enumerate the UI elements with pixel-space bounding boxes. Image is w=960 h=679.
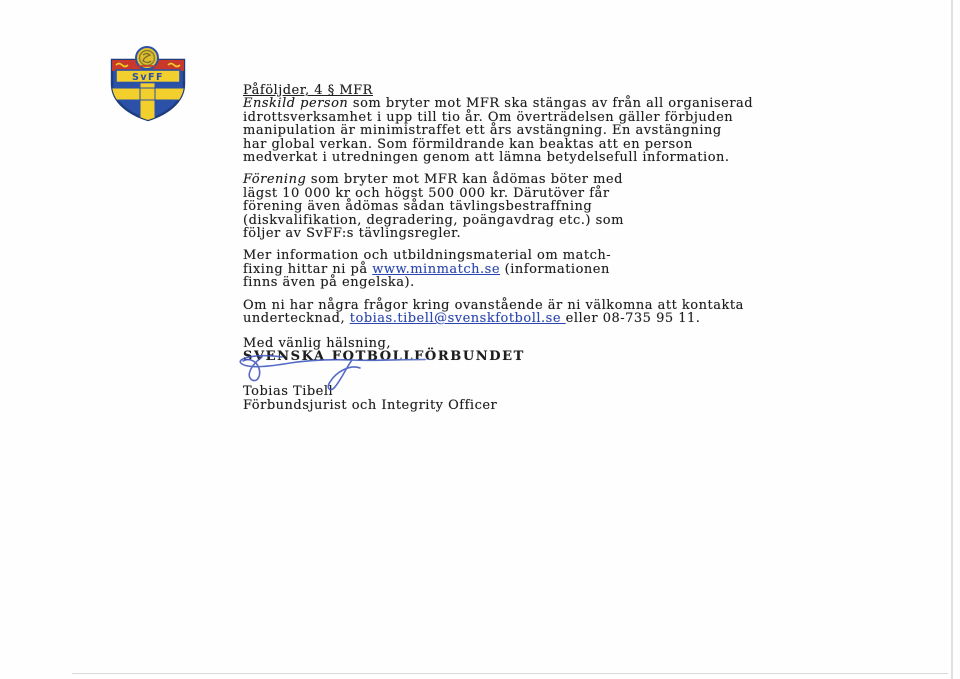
text-line bbox=[243, 173, 843, 186]
crest-org-abbr: SvFF bbox=[131, 72, 165, 83]
text-run: förening även ådömas sådan tävlingsbestraffning bbox=[243, 199, 593, 215]
scan-artifact-bottom-line bbox=[72, 673, 948, 674]
text-line bbox=[243, 227, 843, 240]
text-run: idrottsverksamhet i upp till tio år. Om överträdelsen gäller förbjuden bbox=[243, 109, 734, 125]
text-line bbox=[243, 312, 843, 325]
text-run: Mer information och utbildningsmaterial om match- bbox=[243, 248, 612, 264]
text-line bbox=[243, 151, 843, 164]
crest-emblem-ball bbox=[136, 47, 158, 69]
text-line bbox=[243, 97, 843, 110]
text-line bbox=[243, 214, 843, 227]
text-line bbox=[243, 276, 843, 289]
text-run: Enskild person bbox=[243, 96, 349, 112]
paragraph-club-penalties bbox=[243, 173, 843, 240]
text-line bbox=[243, 299, 843, 312]
text-run: (diskvalifikation, degradering, poängavdrag etc.) som bbox=[243, 212, 624, 228]
text-run: finns även på engelska). bbox=[243, 275, 415, 291]
closing-block bbox=[243, 337, 843, 364]
paragraph-contact bbox=[243, 299, 843, 326]
email-link[interactable]: tobias.tibell@svenskfotboll.se bbox=[349, 311, 566, 327]
text-run: Förening bbox=[243, 172, 307, 188]
svff-crest-logo bbox=[106, 46, 190, 124]
text-line bbox=[243, 124, 843, 137]
text-run: som bryter mot MFR ska stängas av från all organiserad bbox=[348, 96, 754, 112]
scan-artifact-right-edge bbox=[951, 0, 953, 679]
text-run: som bryter mot MFR kan ådömas böter med bbox=[306, 172, 623, 188]
closing-salutation: Med vänlig hälsning, bbox=[243, 335, 392, 351]
letter-body bbox=[243, 84, 843, 412]
minmatch-link[interactable]: www.minmatch.se bbox=[372, 261, 501, 277]
text-line bbox=[243, 200, 843, 213]
text-line bbox=[243, 138, 843, 151]
signatory-name: Tobias Tibell bbox=[243, 384, 334, 400]
signatory-title: Förbundsjurist och Integrity Officer bbox=[243, 397, 498, 413]
text-run: följer av SvFF:s tävlingsregler. bbox=[243, 226, 462, 242]
text-run: Om ni har några frågor kring ovanstående är ni välkomna att kontakta bbox=[243, 297, 744, 313]
text-run: eller 08-735 95 11. bbox=[565, 311, 701, 327]
text-run: har global verkan. Som förmildrande kan beaktas att en person bbox=[243, 136, 693, 152]
crest-banner bbox=[116, 70, 180, 83]
paragraph-more-information bbox=[243, 249, 843, 289]
letter-heading: Påföljder, 4 § MFR bbox=[243, 83, 373, 98]
text-line bbox=[243, 249, 843, 262]
text-run: medverkat i utredningen genom att lämna betydelsefull information. bbox=[243, 150, 730, 166]
text-run: fixing hittar ni på bbox=[243, 261, 373, 277]
organization-name: SVENSKA FOTBOLLFÖRBUNDET bbox=[243, 348, 525, 364]
text-run: manipulation är minimistraffet ett års avstängning. En avstängning bbox=[243, 123, 722, 139]
paragraph-individual-penalties bbox=[243, 97, 843, 164]
text-run: (informationen bbox=[500, 261, 610, 277]
text-run: lägst 10 000 kr och högst 500 000 kr. Därutöver får bbox=[243, 185, 610, 201]
text-run: undertecknad, bbox=[243, 311, 350, 327]
